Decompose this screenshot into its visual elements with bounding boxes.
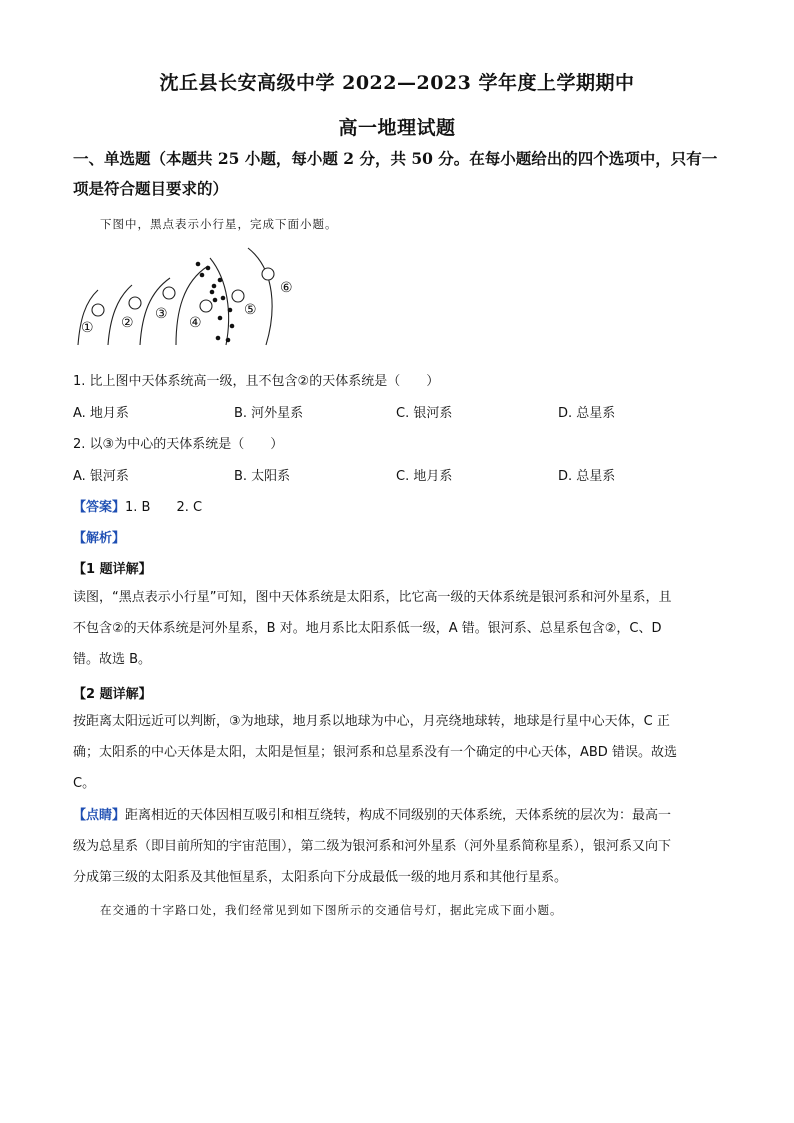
section-heading-line2: 项是符合题目要求的） [73,179,229,198]
detail-2-label: 【2 题详解】 [73,687,152,702]
detail-1-text [73,582,723,675]
detail-1-line: 读图，“黑点表示小行星”可知，图中天体系统是太阳系，比它高一级的天体系统是银河系和河外星系，且 [73,590,672,605]
exam-title: 沈丘县长安高级中学 2022—2023 学年度上学期期中 [159,72,635,94]
q2-option-d: D. 总星系 [558,469,616,484]
label-3: ③ [155,306,168,322]
label-6: ⑥ [280,280,293,296]
solar-system-diagram [70,240,310,350]
pointer-label: 【点睛】 [73,808,126,823]
q1-option-c: C. 银河系 [396,406,453,421]
analysis-label: 【解析】 [73,531,126,546]
detail-1-label: 【1 题详解】 [73,562,152,577]
intro-text-1: 下图中，黑点表示小行星，完成下面小题。 [100,217,338,231]
q2-option-b: B. 太阳系 [234,469,291,484]
answer-line [73,496,202,515]
planet-4 [200,300,212,312]
q1-option-b: B. 河外星系 [234,406,304,421]
pointer-text [73,800,723,893]
orbit-1 [78,290,98,345]
planet-6 [262,268,274,280]
planet-3 [163,287,175,299]
detail-2-line: C。 [73,776,96,791]
pointer-line: 【点睛】距离相近的天体因相互吸引和相互绕转，构成不同级别的天体系统，天体系统的层次为：最高一 [73,808,672,823]
q2-option-a: A. 银河系 [73,469,129,484]
section-heading-line1: 一、单选题（本题共 25 小题，每小题 2 分，共 50 分。在每小题给出的四个选项中，只有一 [73,149,718,168]
detail-1-line: 不包含②的天体系统是河外星系，B 对。地月系比太阳系低一级，A 错。银河系、总星系包含②，C、D [73,621,662,636]
pointer-line: 级为总星系（即目前所知的宇宙范围），第二级为银河系和河外星系（河外星系简称星系），银河系又向下 [73,839,672,854]
q2-option-c: C. 地月系 [396,469,453,484]
section-heading [73,144,733,204]
answer-label: 【答案】 [73,500,126,515]
q1-option-a: A. 地月系 [73,406,129,421]
detail-1-line: 错。故选 B。 [73,652,152,667]
orbit-5 [210,258,229,345]
label-5: ⑤ [244,302,257,318]
detail-2-line: 确；太阳系的中心天体是太阳，太阳是恒星；银河系和总星系没有一个确定的中心天体，ABD 错误。故选 [73,745,677,760]
question-2-stem: 2. 以③为中心的天体系统是（ ） [73,437,284,452]
answer-value: 1. B 2. C [125,500,203,515]
question-1-stem: 1. 比上图中天体系统高一级，且不包含②的天体系统是（ ） [73,374,440,389]
planet-5 [232,290,244,302]
label-2: ② [121,315,134,331]
label-4: ④ [189,315,202,331]
label-1: ① [81,320,94,336]
detail-2-text [73,706,723,799]
exam-subtitle: 高一地理试题 [338,117,456,139]
orbit-6 [248,248,272,345]
intro-text-2: 在交通的十字路口处，我们经常见到如下图所示的交通信号灯，据此完成下面小题。 [100,903,563,917]
planet-1 [92,304,104,316]
planet-2 [129,297,141,309]
pointer-line: 分成第三级的太阳系及其他恒星系，太阳系向下分成最低一级的地月系和其他行星系。 [73,870,568,885]
q1-option-d: D. 总星系 [558,406,616,421]
detail-2-line: 按距离太阳远近可以判断，③为地球，地月系以地球为中心，月亮绕地球转，地球是行星中心天体，C 正 [73,714,670,729]
